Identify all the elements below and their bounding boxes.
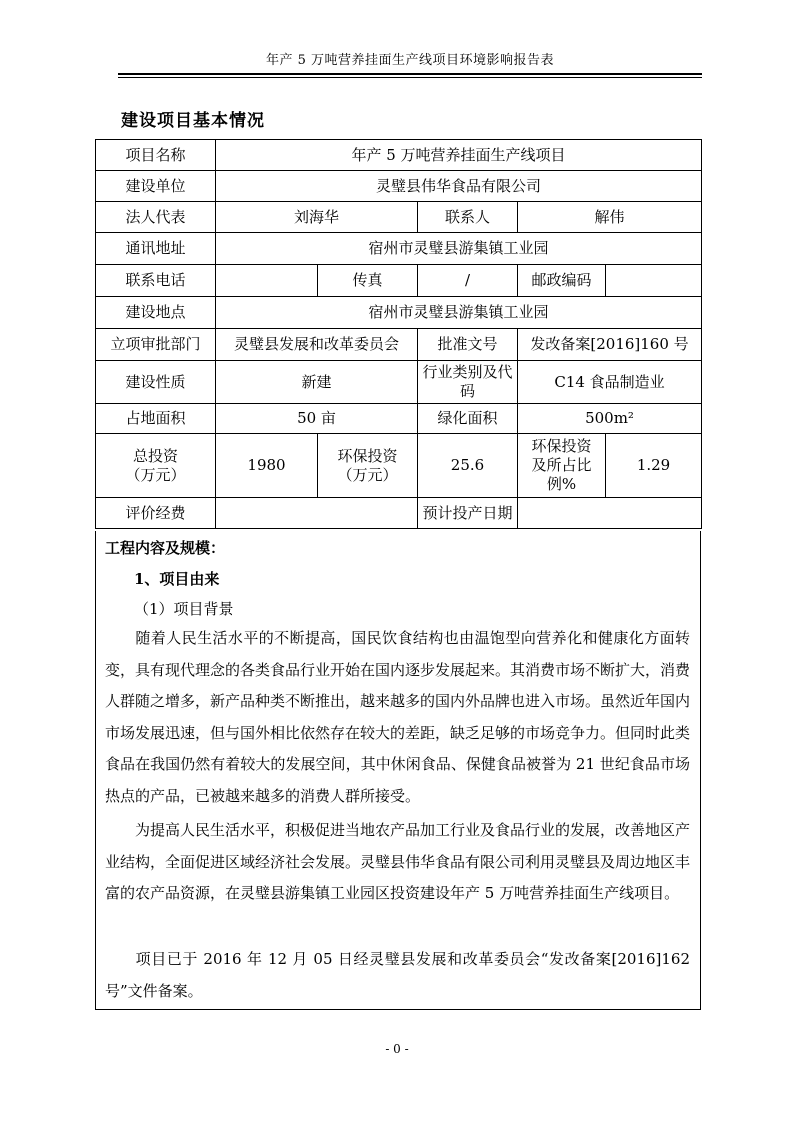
section-title: 建设项目基本情况 (121, 111, 265, 131)
table-row (96, 233, 702, 265)
green-label: 绿化面积 (418, 404, 518, 434)
project-name-label: 项目名称 (96, 140, 216, 171)
approval-dept-value: 灵璧县发展和改革委员会 (216, 329, 418, 361)
page-number: - 0 - (385, 1042, 409, 1056)
table-row (96, 297, 702, 329)
industry-label: 行业类别及代码 (418, 361, 518, 404)
table-row (96, 498, 702, 529)
postcode-label: 邮政编码 (518, 265, 606, 297)
unit-label: 建设单位 (96, 171, 216, 202)
content-box (95, 531, 701, 1010)
header-rule-thick (118, 73, 702, 75)
approval-dept-label: 立项审批部门 (96, 329, 216, 361)
env-ratio-label: 环保投资及所占比例% (518, 434, 606, 498)
invest-value: 1980 (216, 434, 318, 498)
content-heading: 工程内容及规模： (105, 539, 226, 557)
address-value: 宿州市灵璧县游集镇工业园 (216, 233, 702, 265)
table-row (96, 404, 702, 434)
postcode-value (606, 265, 702, 297)
env-invest-value: 25.6 (418, 434, 518, 498)
area-value: 50 亩 (216, 404, 418, 434)
paragraph-1 (105, 623, 690, 812)
phone-value (216, 265, 318, 297)
unit-value: 灵璧县伟华食品有限公司 (216, 171, 702, 202)
nature-value: 新建 (216, 361, 418, 404)
nature-label: 建设性质 (96, 361, 216, 404)
content-subheading: 1、项目由来 (134, 570, 220, 588)
project-info-table (95, 139, 702, 529)
phone-label: 联系电话 (96, 265, 216, 297)
industry-value: C14 食品制造业 (518, 361, 702, 404)
expected-date-value (518, 498, 702, 529)
legal-rep-value: 刘海华 (216, 202, 418, 233)
env-invest-label: 环保投资（万元） (318, 434, 418, 498)
invest-label: 总投资（万元） (96, 434, 216, 498)
page-header: 年产 5 万吨营养挂面生产线项目环境影响报告表 (265, 53, 555, 68)
paragraph-2 (105, 815, 690, 910)
approval-no-label: 批准文号 (418, 329, 518, 361)
header-rule-thin (118, 77, 702, 78)
paragraph-1-text: 随着人民生活水平的不断提高，国民饮食结构也由温饱型向营养化和健康化方面转变，具有现代理念的各类食品行业开始在国内逐步发展起来。其消费市场不断扩大，消费人群随之增多，新产品种类不断推出，越来越多的国内外品牌也进入市场。虽然近年国内市场发展迅速，但与国外相比依然存在较大的差距，缺乏足够的市场竞争力。但同时此类食品在我国仍然有着较大的发展空间，其中休闲食品、保健食品被誉为 21 世纪食品市场热点的产品，已被越来越多的消费人群所接受。 (105, 629, 691, 805)
eval-fee-label: 评价经费 (96, 498, 216, 529)
approval-no-value: 发改备案[2016]160 号 (518, 329, 702, 361)
table-row (96, 361, 702, 404)
paragraph-2-text: 为提高人民生活水平，积极促进当地农产品加工行业及食品行业的发展，改善地区产业结构，全面促进区域经济社会发展。灵璧县伟华食品有限公司利用灵璧县及周边地区丰富的农产品资源，在灵璧县游集镇工业园区投资建设年产 5 万吨营养挂面生产线项目。 (105, 821, 691, 902)
paragraph-3-text: 项目已于 2016 年 12 月 05 日经灵璧县发展和改革委员会“发改备案[2016]162 号”文件备案。 (105, 950, 690, 1000)
site-label: 建设地点 (96, 297, 216, 329)
eval-fee-value (216, 498, 418, 529)
content-subsubheading: （1）项目背景 (134, 600, 234, 618)
table-row (96, 329, 702, 361)
table-row (96, 171, 702, 202)
site-value: 宿州市灵璧县游集镇工业园 (216, 297, 702, 329)
green-value: 500m² (518, 404, 702, 434)
legal-rep-label: 法人代表 (96, 202, 216, 233)
table-row (96, 202, 702, 233)
project-name-value: 年产 5 万吨营养挂面生产线项目 (216, 140, 702, 171)
paragraph-3 (105, 944, 690, 1007)
address-label: 通讯地址 (96, 233, 216, 265)
expected-date-label: 预计投产日期 (418, 498, 518, 529)
table-row (96, 140, 702, 171)
fax-value: / (418, 265, 518, 297)
table-row (96, 434, 702, 498)
env-ratio-value: 1.29 (606, 434, 702, 498)
contact-label: 联系人 (418, 202, 518, 233)
area-label: 占地面积 (96, 404, 216, 434)
fax-label: 传真 (318, 265, 418, 297)
table-row (96, 265, 702, 297)
contact-value: 解伟 (518, 202, 702, 233)
